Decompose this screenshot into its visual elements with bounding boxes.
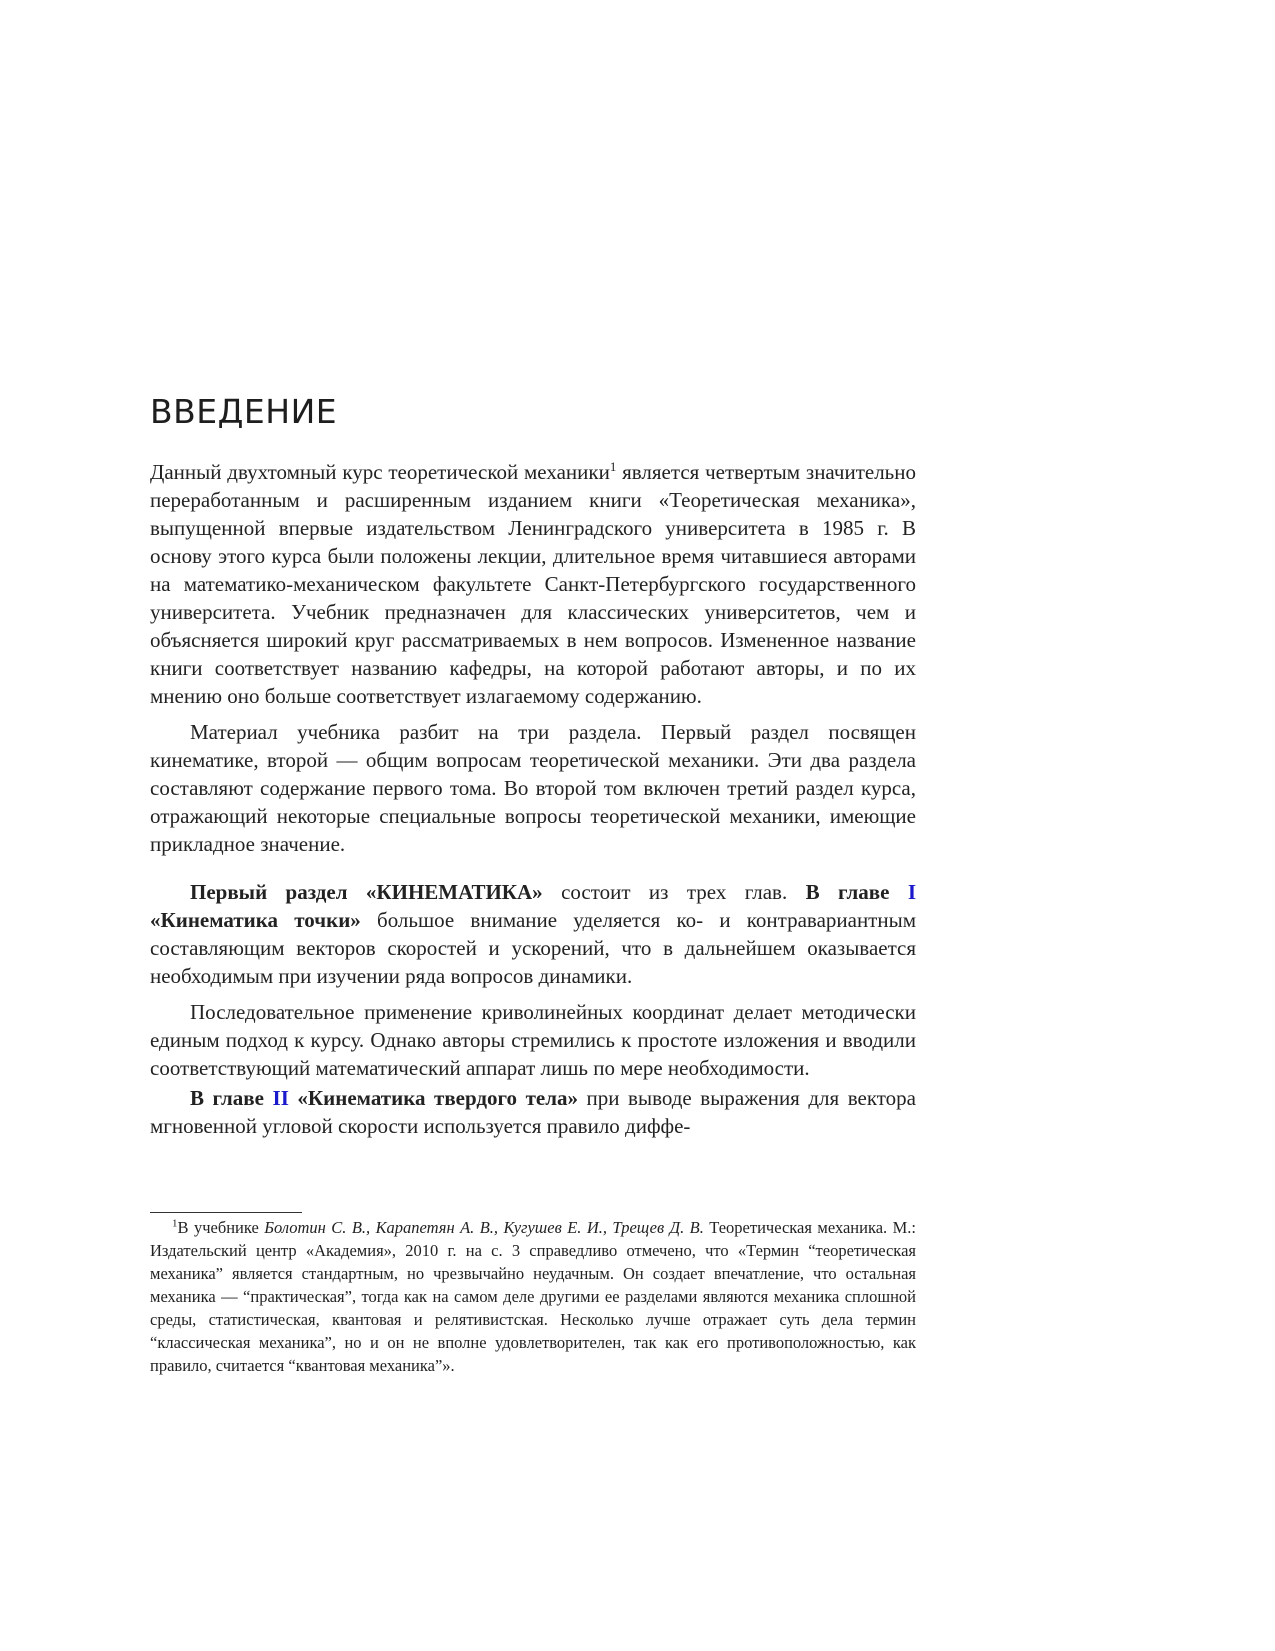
chapter-link-2[interactable]: II: [272, 1086, 289, 1110]
chapter-ref-lead-2: В главе: [190, 1086, 273, 1110]
footnote-authors: Болотин С. В., Карапетян А. В., Кугушев Е. И., Трещев Д. В.: [264, 1218, 704, 1237]
paragraph-rigid-body: [150, 1084, 916, 1140]
chapter-ref-lead: В главе: [805, 880, 908, 904]
paragraph-kinematics: [150, 878, 916, 990]
section-name: Первый раздел «КИНЕМАТИКА»: [190, 880, 543, 904]
paragraph-kinematics-text-a: состоит из трех глав.: [542, 880, 806, 904]
page-title: ВВЕДЕНИЕ: [150, 392, 338, 431]
paragraph-kinematics-text-b: большое внимание уделяется ко- и контравариантным составляющим векторов скоростей и ускорений, что в дальнейшем оказывается необходимым при изучении ряда вопросов динамики.: [150, 908, 916, 988]
page: [150, 0, 916, 1651]
paragraph-structure: Материал учебника разбит на три раздела. Первый раздел посвящен кинематике, второй — общим вопросам теоретической механики. Эти два раздела составляют содержание первого тома. Во второй том включен третий раздел курса, отражающий некоторые специальные вопросы теоретической механики, имеющие прикладное значение.: [150, 720, 916, 856]
paragraph-intro-text-a: Данный двухтомный курс теоретической механики: [150, 460, 610, 484]
paragraph-intro-text-b: является четвертым значительно переработанным и расширенным изданием книги «Теоретическая механика», выпущенной впервые издательством Ленинградского университета в 1985 г. В основу этого курса были положены лекции, длительное время читавшиеся авторами на математико-механическом факультете Санкт-Петербургского государственного университета. Учебник предназначен для классических университетов, чем и объясняется широкий круг рассматриваемых в нем вопросов. Измененное название книги соответствует названию кафедры, на которой работают авторы, и по их мнению оно больше соответствует излагаемому содержанию.: [150, 460, 916, 708]
footnote-divider: [150, 1212, 302, 1213]
chapter-title-1: «Кинематика точки»: [150, 908, 361, 932]
paragraph-rigid-body-text: при выводе выражения для вектора мгновенной угловой скорости используется правило диффе-: [150, 1086, 917, 1138]
chapter-link-1[interactable]: I: [907, 880, 916, 904]
chapter-title-2: «Кинематика твердого тела»: [288, 1086, 578, 1110]
footnote-text: Теоретическая механика. М.: Издательский центр «Академия», 2010 г. на с. 3 справедливо отмечено, что «Термин “теоретическая механика” является стандартным, но чрезвычайно неудачным. Он создает впечатление, что остальная механика — “практическая”, тогда как на самом деле другими ее разделами являются механика сплошной среды, статистическая, квантовая и релятивистская. Несколько лучше отражает суть дела термин “классическая механика”, но и он не вполне удовлетворителен, так как его противоположностью, как правило, считается “квантовая механика”».: [150, 1218, 916, 1375]
footnote: [150, 1216, 916, 1377]
footnote-mark: 1: [172, 1217, 178, 1230]
footnote-lead: В учебнике: [177, 1218, 265, 1237]
paragraph-coordinates: Последовательное применение криволинейных координат делает методически единым подход к курсу. Однако авторы стремились к простоте изложения и вводили соответствующий математический аппарат лишь по мере необходимости.: [150, 1000, 916, 1080]
main-text: [150, 458, 916, 1140]
paragraph-intro: [150, 458, 916, 710]
footnote-ref[interactable]: 1: [609, 459, 617, 474]
